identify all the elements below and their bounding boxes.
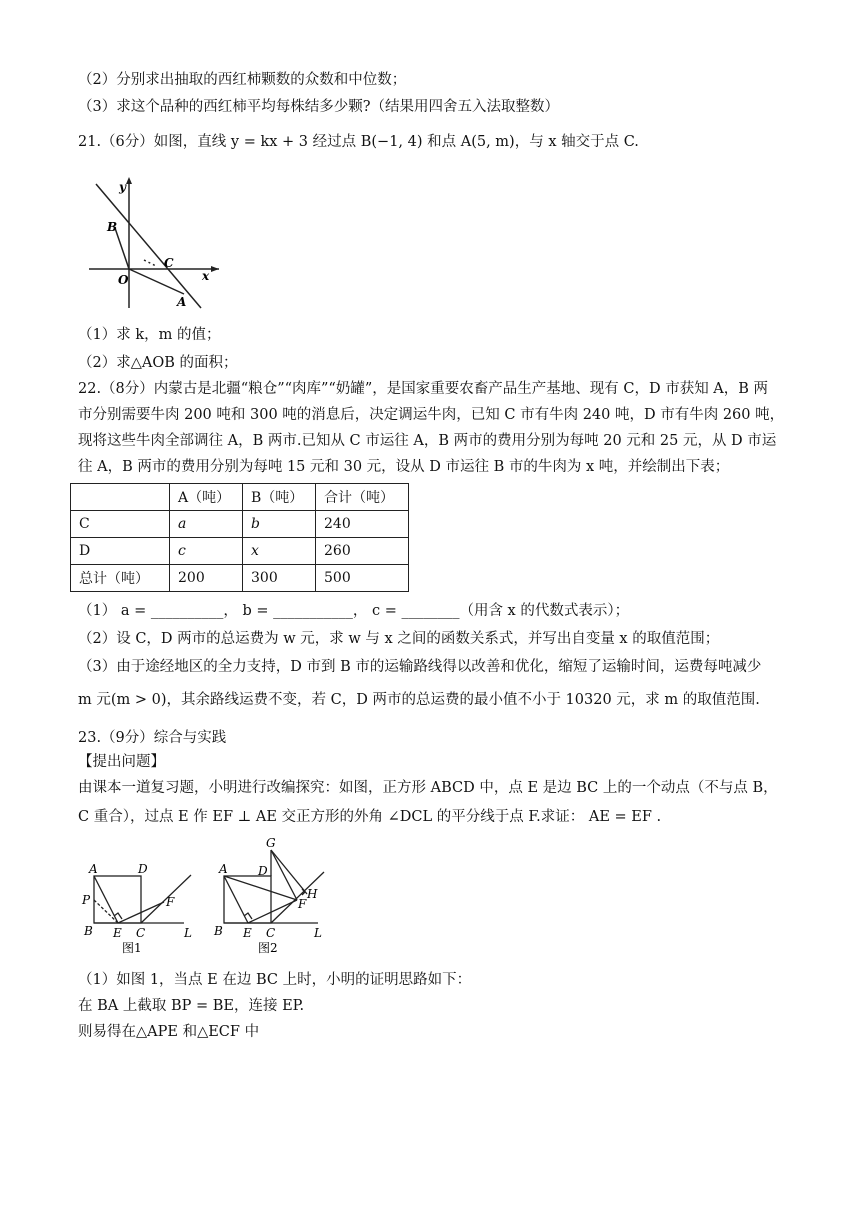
- fig2-label-c: C: [266, 926, 276, 940]
- q22-stem-line1: 22.（8分）内蒙古是北疆“粮仓”“肉库”“奶罐”，是国家重要农畜产品生产基地、现有 C，D 市获知 A，B 两: [78, 381, 769, 397]
- fig21-label-a: A: [177, 295, 187, 309]
- q22-stem-line3: 现将这些牛肉全部调往 A，B 两市.已知从 C 市运往 A，B 两市的费用分别为每吨 20 元和 25 元，从 D 市运: [78, 433, 777, 449]
- table-header-row: [71, 484, 409, 511]
- table-cell: C: [71, 511, 170, 538]
- q20-part3: （3）求这个品种的西红柿平均每株结多少颗?（结果用四舍五入法取整数）: [78, 99, 559, 115]
- q23-part1: （1）如图 1，当点 E 在边 BC 上时，小明的证明思路如下：: [78, 972, 472, 988]
- q23-stem-line1: 由课本一道复习题，小明进行改编探究：如图，正方形 ABCD 中，点 E 是边 BC 上的一个动点（不与点 B，: [78, 780, 778, 796]
- table-cell: c: [170, 538, 243, 565]
- fig1-label-d: D: [138, 862, 148, 876]
- fig21-label-c: C: [164, 256, 174, 270]
- fig2-label-b: B: [214, 924, 223, 938]
- q22-part1: （1） a = __________， b = ___________， c = ________（用含 x 的代数式表示）；: [78, 603, 630, 619]
- fig21-label-x: x: [202, 269, 210, 283]
- fig21-label-y: y: [119, 180, 126, 194]
- fig1-label-p: P: [82, 893, 91, 907]
- table-header-cell: 合计（吨）: [316, 484, 409, 511]
- fig1-caption: 图1: [122, 941, 142, 955]
- q21-figure: [84, 176, 224, 312]
- fig2-label-f: F: [298, 897, 307, 911]
- q23-step1: 在 BA 上截取 BP = BE，连接 EP.: [78, 998, 305, 1014]
- table-cell: 300: [243, 565, 316, 592]
- fig2-label-h: H: [307, 887, 318, 901]
- q22-part3-line2: m 元(m > 0)，其余路线运费不变，若 C，D 两市的总运费的最小值不小于 10320 元，求 m 的取值范围.: [78, 692, 760, 708]
- table-cell: x: [243, 538, 316, 565]
- q21-stem: 21.（6分）如图，直线 y = kx + 3 经过点 B(−1, 4) 和点 A(5, m)，与 x 轴交于点 C.: [78, 134, 639, 150]
- table-cell: b: [243, 511, 316, 538]
- q23-stem-line2: C 重合），过点 E 作 EF ⊥ AE 交正方形的外角 ∠DCL 的平分线于点 F.求证： AE = EF .: [78, 809, 662, 825]
- q23-figure-1: [78, 856, 204, 956]
- fig1-label-l: L: [184, 926, 192, 940]
- fig2-label-d: D: [258, 864, 268, 878]
- fig2-label-l: L: [314, 926, 322, 940]
- q23-figure-2: [208, 836, 338, 956]
- fig1-label-b: B: [84, 924, 93, 938]
- q22-stem-line4: 往 A，B 两市的费用分别为每吨 15 元和 30 元，设从 D 市运往 B 市的牛肉为 x 吨，并绘制出下表；: [78, 459, 730, 475]
- fig1-label-e: E: [113, 926, 122, 940]
- shipment-table: [70, 483, 409, 592]
- table-row: [71, 538, 409, 565]
- q23-title: 23.（9分）综合与实践: [78, 730, 227, 746]
- q23-step2: 则易得在△APE 和△ECF 中: [78, 1024, 260, 1040]
- table-header-cell: A（吨）: [170, 484, 243, 511]
- table-header-cell: B（吨）: [243, 484, 316, 511]
- table-cell: 500: [316, 565, 409, 592]
- table-cell: D: [71, 538, 170, 565]
- fig1-label-f: F: [166, 895, 175, 909]
- q22-stem-line2: 市分别需要牛肉 200 吨和 300 吨的消息后，决定调运牛肉，已知 C 市有牛肉 240 吨，D 市有牛肉 260 吨，: [78, 407, 785, 423]
- table-cell: a: [170, 511, 243, 538]
- table-cell: 240: [316, 511, 409, 538]
- q20-part2: （2）分别求出抽取的西红柿颗数的众数和中位数；: [78, 72, 407, 88]
- table-cell: 总计（吨）: [71, 565, 170, 592]
- fig1-label-c: C: [136, 926, 146, 940]
- fig2-label-e: E: [243, 926, 252, 940]
- q22-part2: （2）设 C，D 两市的总运费为 w 元，求 w 与 x 之间的函数关系式，并写出自变量 x 的取值范围；: [78, 631, 720, 647]
- fig2-label-g: G: [266, 836, 276, 850]
- table-header-cell: [71, 484, 170, 511]
- table-row: [71, 565, 409, 592]
- fig2-caption: 图2: [258, 941, 278, 955]
- fig1-label-a: A: [89, 862, 98, 876]
- q21-part2: （2）求△AOB 的面积；: [78, 355, 238, 371]
- table-cell: 200: [170, 565, 243, 592]
- table-cell: 260: [316, 538, 409, 565]
- fig21-label-o: O: [118, 273, 129, 287]
- table-row: [71, 511, 409, 538]
- q21-part1: （1）求 k，m 的值；: [78, 327, 221, 343]
- q22-part3-line1: （3）由于途经地区的全力支持，D 市到 B 市的运输路线得以改善和优化，缩短了运输时间，运费每吨减少: [78, 659, 762, 675]
- fig21-label-b: B: [107, 220, 118, 234]
- q23-section-head: 【提出问题】: [78, 754, 165, 770]
- fig2-label-a: A: [219, 862, 228, 876]
